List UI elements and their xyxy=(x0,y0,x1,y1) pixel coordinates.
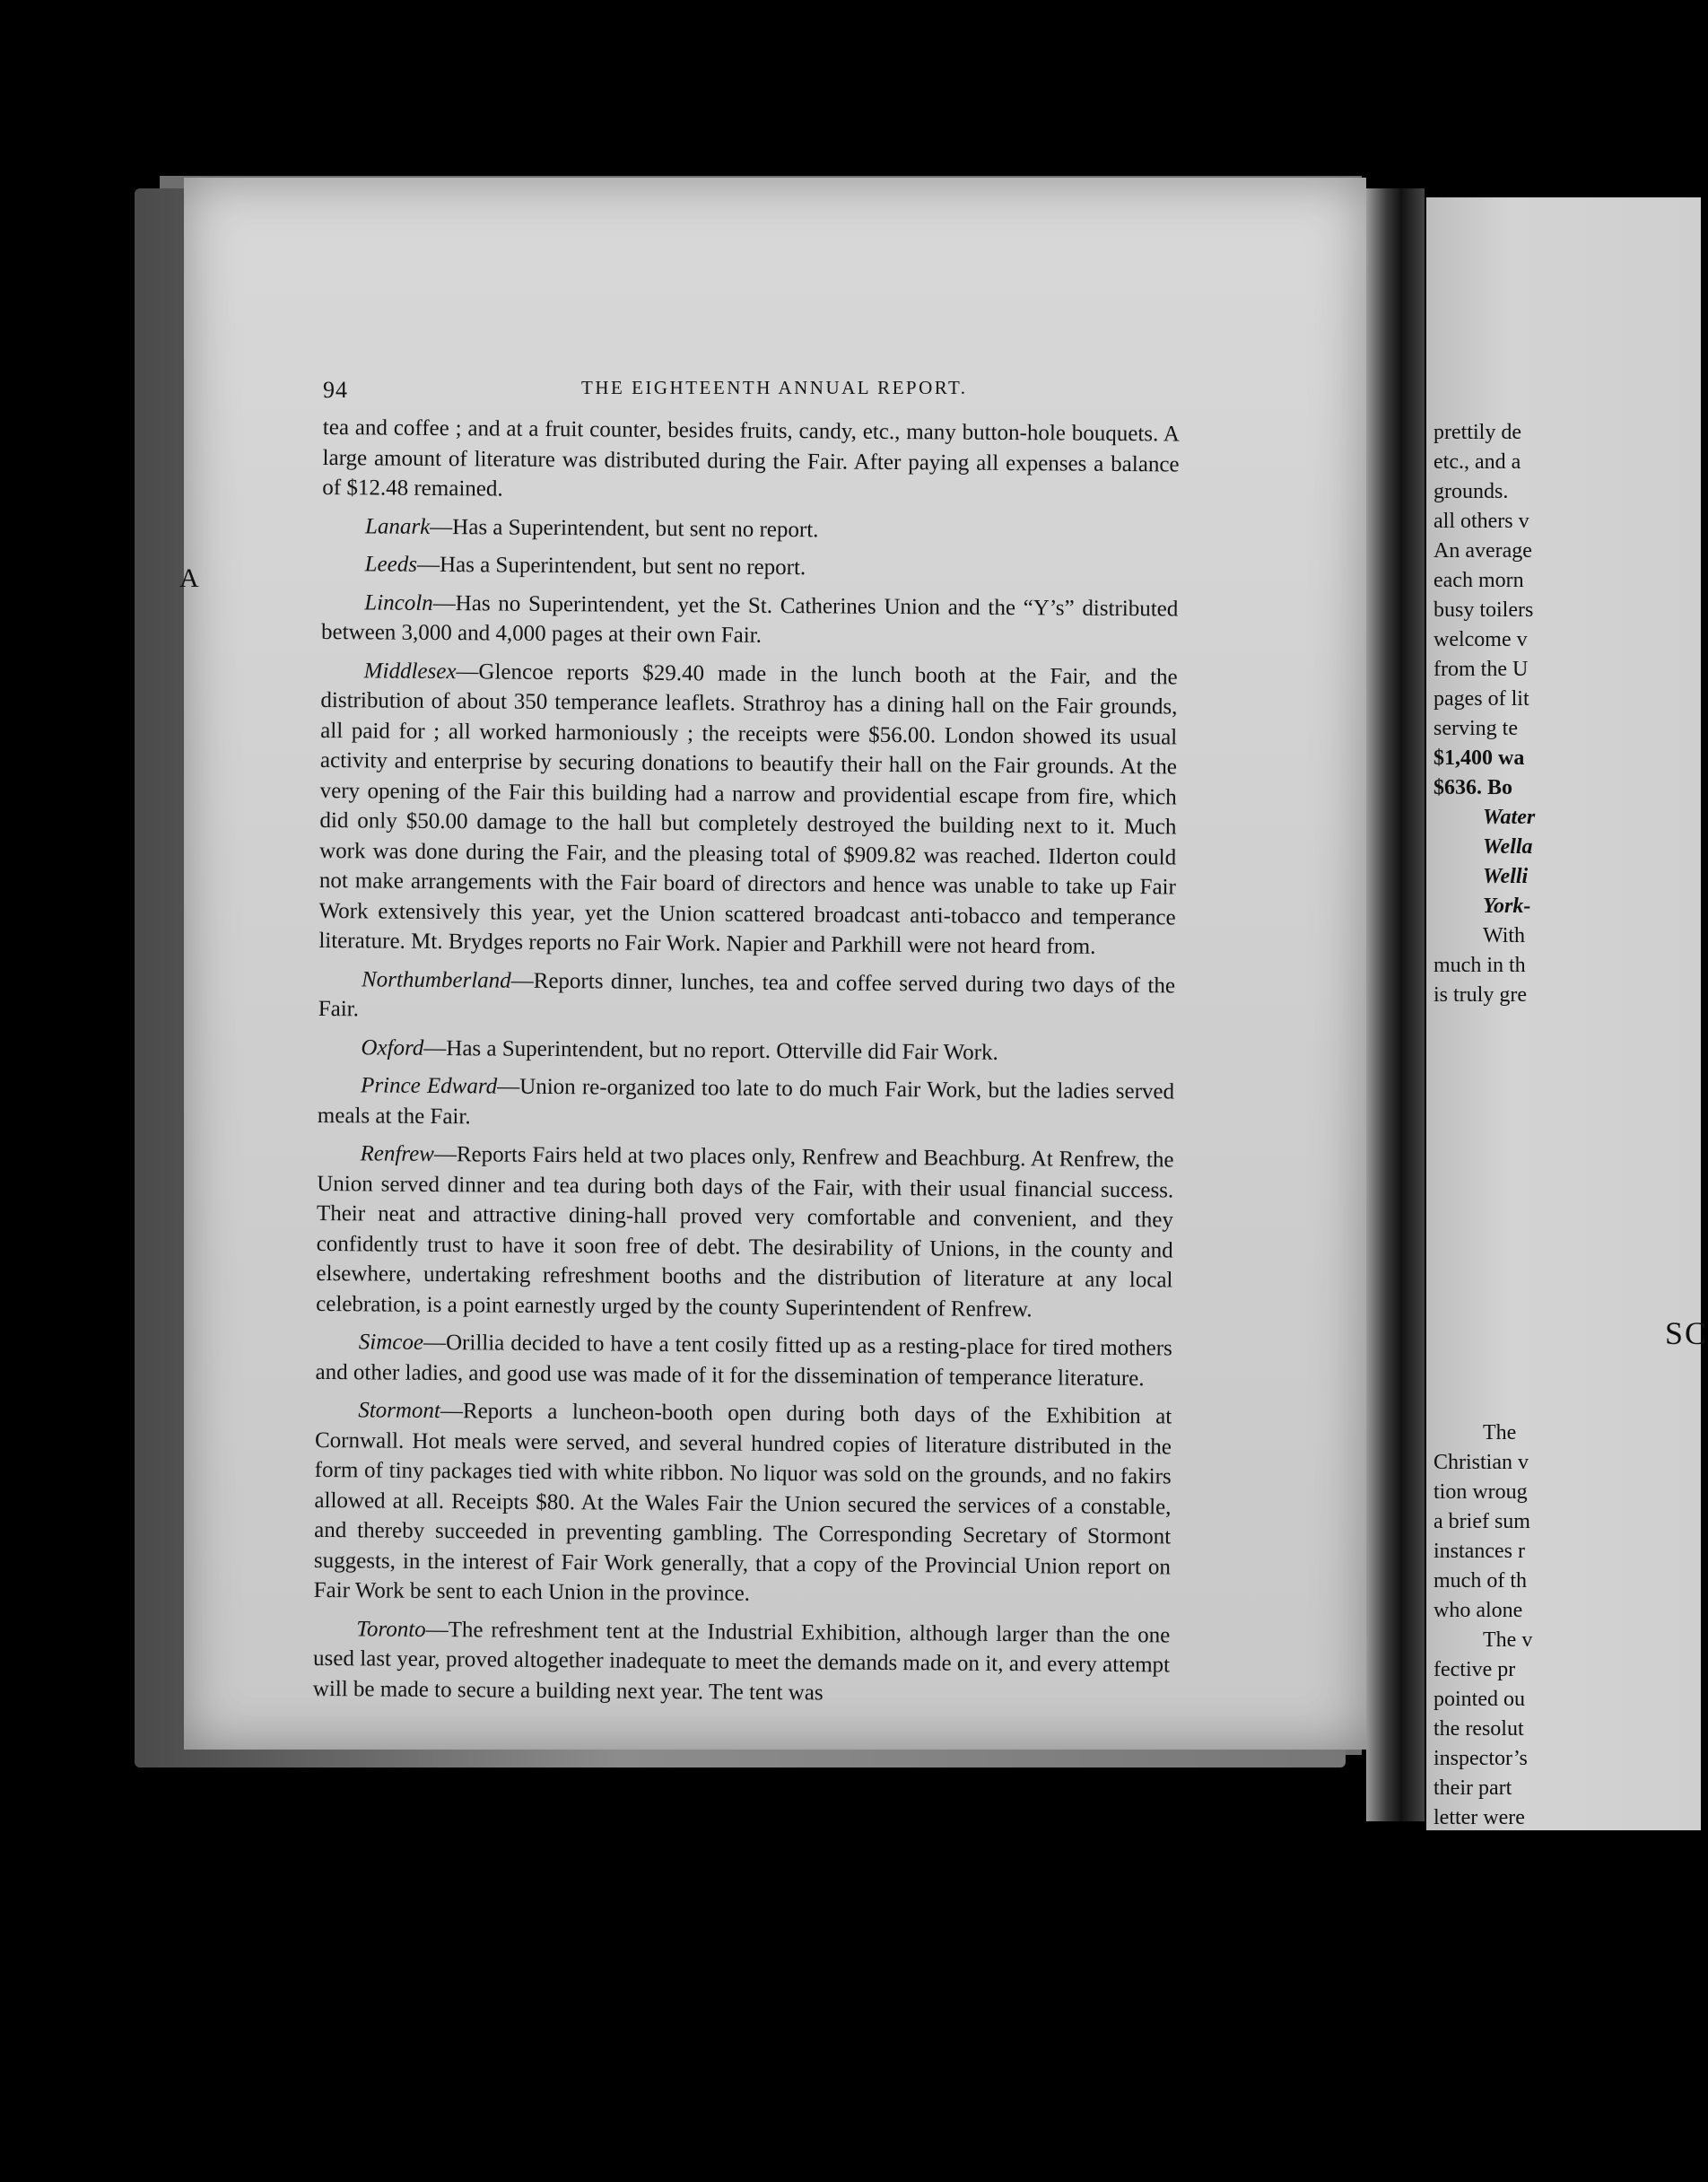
right-page-line: $636. Bo xyxy=(1434,776,1513,799)
right-page-line: grounds. xyxy=(1434,480,1509,503)
report-paragraph xyxy=(318,1032,1174,1069)
report-paragraph xyxy=(321,587,1178,653)
paragraph-text: —Has a Superintendent, but no report. Otterville did Fair Work. xyxy=(423,1035,998,1065)
county-name: Oxford xyxy=(361,1034,424,1060)
paragraph-text: —Reports a luncheon-booth open during both days of the Exhibition at Cornwall. Hot meals were served, and several hundred copies of literature distributed in the form of tiny packages tied with white ribbon. No liquor was sold on the grounds, and no fakirs allowed at all. Receipts $80. At the Wales Fair the Union secured the services of a constable, and thereby succeeded in preventing gambling. The Corresponding Secretary of Stormont suggests, in the interest of Fair Work generally, that a copy of the Provincial Union report on Fair Work be sent to each Union in the province. xyxy=(313,1399,1172,1606)
left-page xyxy=(184,178,1366,1750)
running-header xyxy=(323,377,1148,404)
right-page-line: who alone xyxy=(1434,1599,1523,1622)
right-page-line: much of th xyxy=(1434,1569,1527,1593)
right-page-line: their part xyxy=(1434,1776,1512,1800)
report-paragraph xyxy=(315,1327,1172,1393)
book-gutter xyxy=(1366,188,1425,1821)
right-page-line: tion wroug xyxy=(1434,1480,1528,1504)
report-paragraph xyxy=(314,1395,1172,1612)
right-page-line: is truly gre xyxy=(1434,983,1527,1007)
report-paragraph xyxy=(316,1139,1174,1325)
right-page-line: An average xyxy=(1434,539,1532,563)
right-page-heading: SC xyxy=(1665,1315,1708,1351)
county-name: Renfrew xyxy=(360,1141,435,1166)
paragraph-text: —Orillia decided to have a tent cosily fitted up as a resting-place for tired mothers and other ladies, and good use was made of it for the dissemination of temperance literature. xyxy=(315,1330,1172,1391)
county-name: Toronto xyxy=(356,1616,426,1642)
right-page-line: York- xyxy=(1483,895,1531,918)
county-name: Lanark xyxy=(364,513,431,539)
county-name: Simcoe xyxy=(358,1330,424,1355)
paragraph-text: —Has a Superintendent, but sent no report. xyxy=(416,552,806,580)
right-page-line: Wella xyxy=(1483,835,1533,859)
report-body xyxy=(313,413,1180,1718)
report-paragraph xyxy=(313,1613,1171,1710)
right-page-line: instances r xyxy=(1434,1540,1525,1563)
right-page-line: etc., and a xyxy=(1434,450,1521,474)
right-page-line: pointed ou xyxy=(1434,1688,1525,1711)
running-head-title: THE EIGHTEENTH ANNUAL REPORT. xyxy=(581,377,968,398)
paragraph-text: tea and coffee ; and at a fruit counter, besides fruits, candy, etc., many button-hole bouquets. A large amount of literature was distributed during the Fair. After paying all expenses a balance of $12.48 remained. xyxy=(322,415,1180,502)
paragraph-text: —Union re-organized too late to do much Fair Work, but the ladies served meals at the Fair. xyxy=(317,1074,1175,1129)
paragraph-text: —Reports Fairs held at two places only, Renfrew and Beachburg. At Renfrew, the Union served dinner and tea during both days of the Fair, with their usual financial success. Their neat and attractive dining-hall proved very comfortable and convenient, and they confidently trust to have it soon free of debt. The desirability of Unions, in the county and elsewhere, undertaking refreshment booths and the distribution of literature at any local celebration, is a point earnestly urged by the county Superintendent of Renfrew. xyxy=(316,1141,1174,1322)
right-page-line: serving te xyxy=(1434,717,1518,740)
right-page-text-top xyxy=(1434,418,1703,1010)
paragraph-text: —Has no Superintendent, yet the St. Catherines Union and the “Y’s” distributed between 3,000 and 4,000 pages at their own Fair. xyxy=(320,590,1179,648)
county-name: Northumberland xyxy=(361,966,511,993)
right-page-line: The v xyxy=(1483,1628,1533,1652)
county-name: Leeds xyxy=(364,552,418,577)
report-paragraph xyxy=(322,413,1180,510)
right-page-line: fective pr xyxy=(1434,1658,1516,1681)
right-page-line: each morn xyxy=(1434,569,1524,592)
margin-mark: A xyxy=(179,563,199,593)
report-paragraph xyxy=(318,655,1178,962)
right-page-line: Water xyxy=(1483,806,1536,829)
right-page-line: pages of lit xyxy=(1434,687,1529,711)
report-paragraph xyxy=(318,964,1175,1030)
page-number: 94 xyxy=(323,377,348,403)
right-page xyxy=(1426,197,1708,1830)
paragraph-text: —The refreshment tent at the Industrial Exhibition, although larger than the one used last year, proved altogether inadequate to meet the demands made on it, and every attempt will be made to secure a building next year. The tent was xyxy=(312,1617,1171,1705)
right-page-line: $1,400 wa xyxy=(1434,746,1525,770)
right-page-line: Christian v xyxy=(1434,1451,1529,1474)
report-paragraph xyxy=(322,549,1179,586)
right-page-line: all others v xyxy=(1434,510,1529,533)
paragraph-text: —Reports dinner, lunches, tea and coffee served during two days of the Fair. xyxy=(318,968,1176,1022)
paragraph-text: —Has a Superintendent, but sent no report. xyxy=(430,514,819,542)
right-page-line: a brief sum xyxy=(1434,1510,1530,1533)
right-page-line: letter were xyxy=(1434,1806,1525,1829)
county-name: Middlesex xyxy=(363,658,457,684)
county-name: Prince Edward xyxy=(361,1073,498,1099)
county-name: Lincoln xyxy=(364,589,433,615)
right-page-line: With xyxy=(1483,924,1526,947)
right-page-line: busy toilers xyxy=(1434,598,1534,622)
right-page-line: inspector’s xyxy=(1434,1747,1528,1770)
county-name: Stormont xyxy=(358,1398,441,1424)
right-page-line: The xyxy=(1483,1421,1517,1444)
right-page-line: Welli xyxy=(1483,865,1529,888)
right-page-line: the resolut xyxy=(1434,1717,1524,1741)
right-page-line: much in th xyxy=(1434,954,1526,977)
paragraph-text: —Glencoe reports $29.40 made in the lunch booth at the Fair, and the distribution of about 350 temperance leaflets. Strathroy has a dining hall on the Fair grounds, all paid for ; all worked harmoniously ; the receipts were $56.00. London showed its usual activity and enterprise by securing donations to beautify their hall on the Fair grounds. At the very opening of the Fair this building had a narrow and providential escape from fire, which did only $50.00 damage to the hall but completely destroyed the building next to it. Much work was done during the Fair, and the pleasing total of $909.82 was reached. Ilderton could not make arrangements with the Fair board of directors and hence was unable to take up Fair Work extensively this year, yet the Union scattered broadcast anti-tobacco and temperance literature. Mt. Brydges reports no Fair Work. Napier and Parkhill were not heard from. xyxy=(318,659,1178,959)
report-paragraph xyxy=(318,1070,1174,1137)
report-paragraph xyxy=(322,511,1179,547)
right-page-line: welcome v xyxy=(1434,628,1528,651)
right-page-line: prettily de xyxy=(1434,421,1521,444)
right-page-line: from the U xyxy=(1434,658,1529,681)
right-page-text-bottom xyxy=(1434,1418,1703,1832)
